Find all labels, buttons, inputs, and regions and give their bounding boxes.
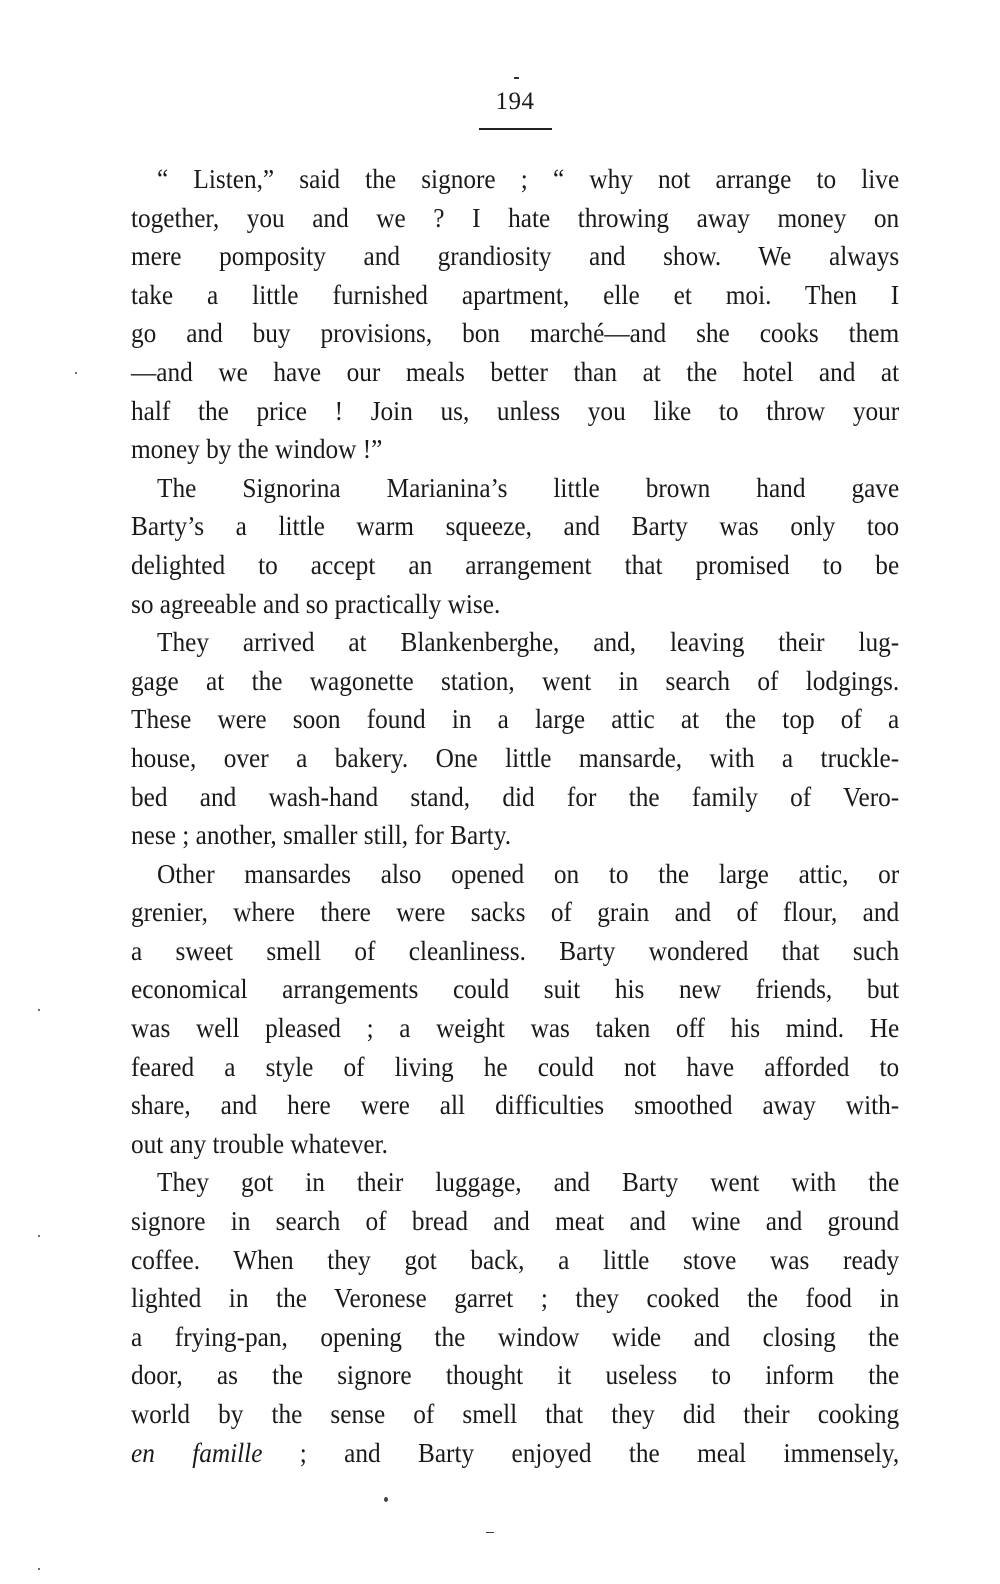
page-number: 194 bbox=[495, 88, 535, 115]
text-line: take a little furnished apartment, elle et moi. Then I bbox=[131, 279, 900, 310]
text-line: delighted to accept an arrangement that promised to be bbox=[131, 549, 900, 580]
text-line: go and buy provisions, bon marché—and she cooks them bbox=[131, 318, 900, 349]
text-line: gage at the wagonette station, went in search of lodgings. bbox=[131, 665, 900, 696]
text-line: feared a style of living he could not have afforded to bbox=[131, 1051, 900, 1082]
scan-speck bbox=[38, 1009, 40, 1011]
text-line: together, you and we ? I hate throwing away money on bbox=[131, 202, 900, 233]
scan-speck bbox=[486, 1532, 494, 1533]
text-line: share, and here were all difficulties smoothed away with- bbox=[131, 1090, 900, 1121]
text-line bbox=[131, 1434, 899, 1473]
paragraph bbox=[131, 623, 899, 855]
paragraph bbox=[131, 1163, 899, 1472]
text-line: a frying-pan, opening the window wide and closing the bbox=[131, 1321, 900, 1352]
text-line: “ Listen,” said the signore ; “ why not arrange to live bbox=[157, 164, 900, 194]
text-line: was well pleased ; a weight was taken off his mind. He bbox=[131, 1013, 900, 1044]
body-text bbox=[131, 160, 899, 1472]
text-line: grenier, where there were sacks of grain and of flour, and bbox=[131, 897, 900, 928]
scan-speck bbox=[75, 372, 77, 374]
text-line: These were soon found in a large attic at the top of a bbox=[131, 704, 900, 735]
text-line: a sweet smell of cleanliness. Barty wondered that such bbox=[131, 935, 900, 966]
text-line: house, over a bakery. One little mansarde, with a truckle- bbox=[131, 742, 900, 773]
paragraph bbox=[131, 855, 899, 1164]
text-line: —and we have our meals better than at the hotel and at bbox=[131, 356, 900, 387]
italic-phrase: en famille bbox=[131, 1437, 263, 1468]
paragraph bbox=[131, 469, 899, 623]
text-line: coffee. When they got back, a little stove was ready bbox=[131, 1244, 900, 1275]
text-line: half the price ! Join us, unless you like to throw your bbox=[131, 395, 900, 426]
scan-speck bbox=[384, 1497, 388, 1502]
text-line: so agreeable and so practically wise. bbox=[131, 588, 501, 619]
text-line: economical arrangements could suit his new friends, but bbox=[131, 974, 900, 1005]
text-line: Other mansardes also opened on to the large attic, or bbox=[157, 858, 900, 889]
text-line: door, as the signore thought it useless to inform the bbox=[131, 1360, 900, 1391]
text-line: They got in their luggage, and Barty went with the bbox=[157, 1167, 900, 1198]
text-line: out any trouble whatever. bbox=[131, 1128, 388, 1159]
scan-speck bbox=[38, 1235, 40, 1237]
text-line: They arrived at Blankenberghe, and, leaving their lug- bbox=[157, 627, 900, 658]
text-line: money by the window !” bbox=[131, 434, 383, 465]
page-number-rule bbox=[479, 128, 552, 130]
text-line: lighted in the Veronese garret ; they cooked the food in bbox=[131, 1283, 900, 1314]
text-line: mere pomposity and grandiosity and show. We always bbox=[131, 241, 900, 272]
text-line: bed and wash-hand stand, did for the family of Vero- bbox=[131, 781, 900, 812]
text-line: signore in search of bread and meat and wine and ground bbox=[131, 1206, 900, 1237]
print-mark bbox=[514, 77, 519, 79]
paragraph bbox=[131, 160, 899, 469]
text-line: Barty’s a little warm squeeze, and Barty was only too bbox=[131, 511, 900, 542]
text-line: nese ; another, smaller still, for Barty. bbox=[131, 820, 512, 851]
text-line: The Signorina Marianina’s little brown hand gave bbox=[157, 472, 900, 503]
text-fragment: ; and Barty enjoyed the meal immensely, bbox=[262, 1437, 900, 1468]
text-line: world by the sense of smell that they did their cooking bbox=[131, 1399, 900, 1429]
scan-speck bbox=[38, 1568, 40, 1570]
